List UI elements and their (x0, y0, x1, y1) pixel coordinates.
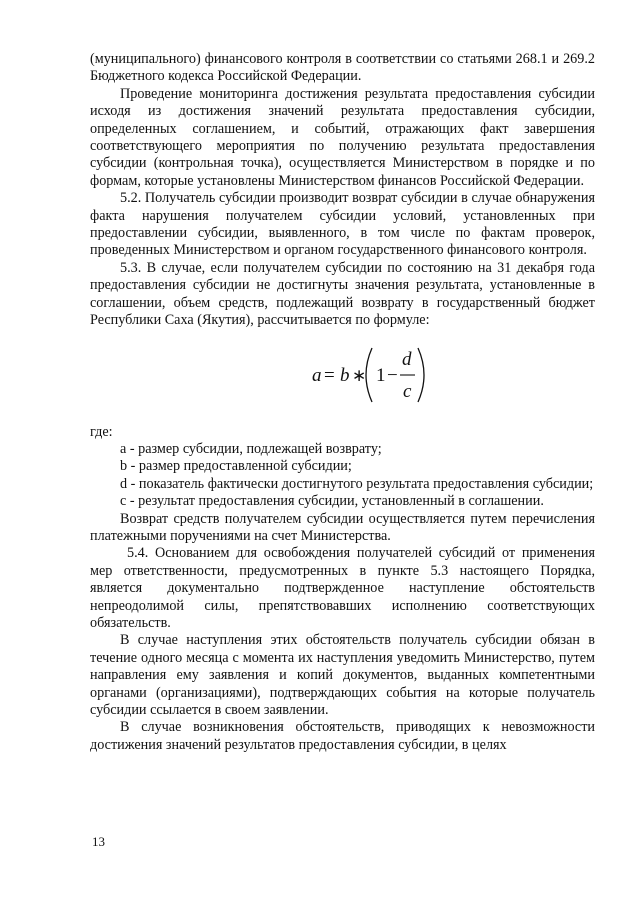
left-paren (366, 348, 372, 402)
formula-graphic (310, 340, 510, 410)
formula-a: a (312, 364, 322, 386)
paragraph-force-majeure-notice: В случае наступления этих обстоятельств получатель субсидии обязан в течение одного месяца с момента их наступления уведомить Министерство, путем направления ему заявления и копий документов, выданных компетентными органами (организациями), подтверждающих события на которые получатель субсидии ссылается в своем заявлении. (90, 632, 595, 718)
definition-c: с - результат предоставления субсидии, установленный в соглашении. (120, 493, 544, 510)
formula-numerator: d (402, 348, 412, 370)
definition-b: b - размер предоставленной субсидии; (120, 458, 352, 475)
formula-equals: = (324, 364, 335, 386)
where-label: где: (90, 423, 113, 440)
paragraph-5-2: 5.2. Получатель субсидии производит возврат субсидии в случае обнаружения факта нарушения получателем субсидии условий, установленных при предоставлении субсидии, выявленного, в том числе по фактам проверок, проведенных Министерством и органом государственного финансового контроля. (90, 190, 595, 259)
paragraph-5-3: 5.3. В случае, если получателем субсидии по состоянию на 31 декабря года предоставления субсидии не достигнуты значения результата, установленные в соглашении, объем средств, подлежащий возврату в государственный бюджет Республики Саха (Якутия), рассчитывается по формуле: (90, 259, 595, 329)
page-number: 13 (92, 834, 105, 849)
paragraph-impossibility: В случае возникновения обстоятельств, приводящих к невозможности достижения значений результатов предоставления субсидии, в целях (90, 719, 595, 753)
right-paren (418, 348, 424, 402)
return-formula (90, 336, 595, 412)
paragraph-monitoring: Проведение мониторинга достижения результата предоставления субсидии исходя из достижения значений результата предоставления субсидии, определенных соглашением, и событий, отражающих факт завершения соответствующего мероприятия по получению результата предоставления субсидии (контрольная точка), осуществляется Министерством в порядке и по формам, которые установлены Министерством финансов Российской Федерации. (90, 85, 595, 189)
paragraph-control-reference: (муниципального) финансового контроля в соответствии со статьями 268.1 и 269.2 Бюджетного кодекса Российской Федерации. (90, 51, 595, 85)
definition-a: а - размер субсидии, подлежащей возврату; (120, 440, 382, 457)
paragraph-5-4: 5.4. Основанием для освобождения получателей субсидий от применения мер ответственности, предусмотренных в пункте 5.3 настоящего Порядка, является документально подтвержденное наступление обстоятельств непреодолимой силы, препятствовавших исполнению соответствующих обязательств. (90, 545, 595, 631)
document-body (90, 51, 595, 754)
formula-minus: − (387, 364, 398, 386)
paragraph-return-method: Возврат средств получателем субсидии осуществляется путем перечисления платежными поручениями на счет Министерства. (90, 510, 595, 544)
formula-denominator: c (403, 380, 412, 402)
formula-b: b (340, 364, 350, 386)
definition-d: d - показатель фактически достигнутого результата предоставления субсидии; (120, 475, 594, 492)
formula-times: ∗ (352, 365, 367, 385)
formula-one: 1 (376, 364, 386, 386)
